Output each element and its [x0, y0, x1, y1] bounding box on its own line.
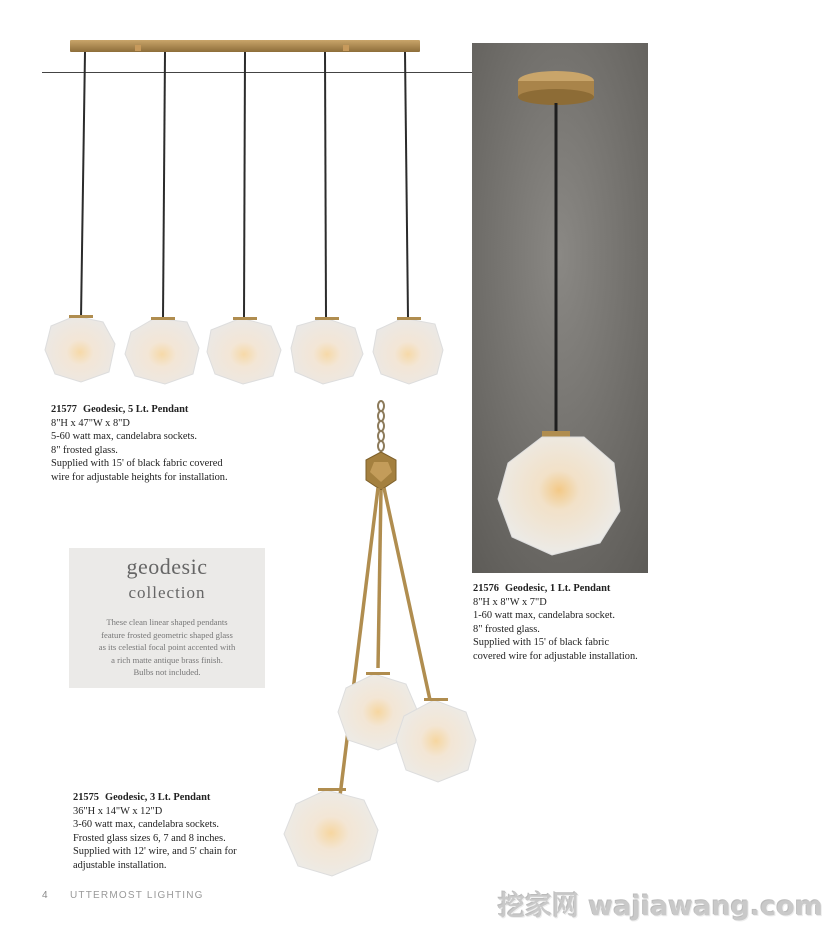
- description-line: a rich matte antique brass finish.: [111, 654, 223, 665]
- product-wire: Supplied with 12' wire, and 5' chain for: [73, 846, 237, 858]
- description-line: These clean linear shaped pendants: [106, 617, 228, 627]
- product-glass: 8" frosted glass.: [473, 623, 540, 635]
- product-21576-details: [473, 582, 713, 664]
- product-number: 21575: [73, 792, 99, 803]
- product-wire: Supplied with 15' of black fabric: [473, 637, 610, 649]
- product-wire: Supplied with 15' of black fabric covered: [51, 458, 223, 470]
- product-dimensions: 8"H x 8"W x 7"D: [473, 596, 547, 608]
- description-line: feature frosted geometric shaped glass: [101, 629, 233, 640]
- product-wattage: 5-60 watt max, candelabra sockets.: [51, 431, 197, 443]
- product-name: Geodesic, 3 Lt. Pendant: [104, 792, 211, 803]
- product-number: 21576: [473, 583, 499, 594]
- one-light-pendant-photo: [472, 43, 648, 573]
- product-dimensions: 36"H x 14"W x 12"D: [73, 805, 163, 817]
- product-21575-details: [73, 791, 293, 873]
- product-glass: Frosted glass sizes 6, 7 and 8 inches.: [73, 832, 226, 844]
- product-wire-cont: adjustable installation.: [73, 859, 167, 871]
- collection-subtitle: collection: [128, 583, 206, 602]
- product-21575-title: [73, 791, 293, 805]
- three-light-pendant-image: [270, 398, 490, 882]
- five-light-pendant-image: [38, 36, 458, 386]
- collection-info-box: [69, 548, 265, 688]
- product-wattage: 1-60 watt max, candelabra socket.: [473, 610, 615, 622]
- collection-description: [83, 616, 251, 679]
- footer-brand: UTTERMOST LIGHTING: [70, 890, 204, 901]
- product-wire-cont: covered wire for adjustable installation.: [473, 650, 638, 662]
- product-21577-details: [51, 403, 291, 485]
- description-line: Bulbs not included.: [133, 667, 201, 678]
- product-21576-title: [473, 582, 713, 596]
- product-name: Geodesic, 5 Lt. Pendant: [82, 404, 189, 415]
- product-21577-title: [51, 403, 291, 417]
- product-dimensions: 8"H x 47"W x 8"D: [51, 417, 130, 429]
- site-watermark: 挖家网 wajiawang.com: [498, 891, 823, 922]
- description-line: as its celestial focal point accented with: [98, 642, 236, 653]
- collection-title: geodesic: [126, 554, 208, 579]
- product-glass: 8" frosted glass.: [51, 444, 118, 456]
- product-name: Geodesic, 1 Lt. Pendant: [504, 583, 611, 594]
- product-wire-cont: wire for adjustable heights for installation.: [51, 471, 228, 483]
- product-wattage: 3-60 watt max, candelabra sockets.: [73, 819, 219, 831]
- page-number: 4: [42, 890, 48, 901]
- product-number: 21577: [51, 404, 77, 415]
